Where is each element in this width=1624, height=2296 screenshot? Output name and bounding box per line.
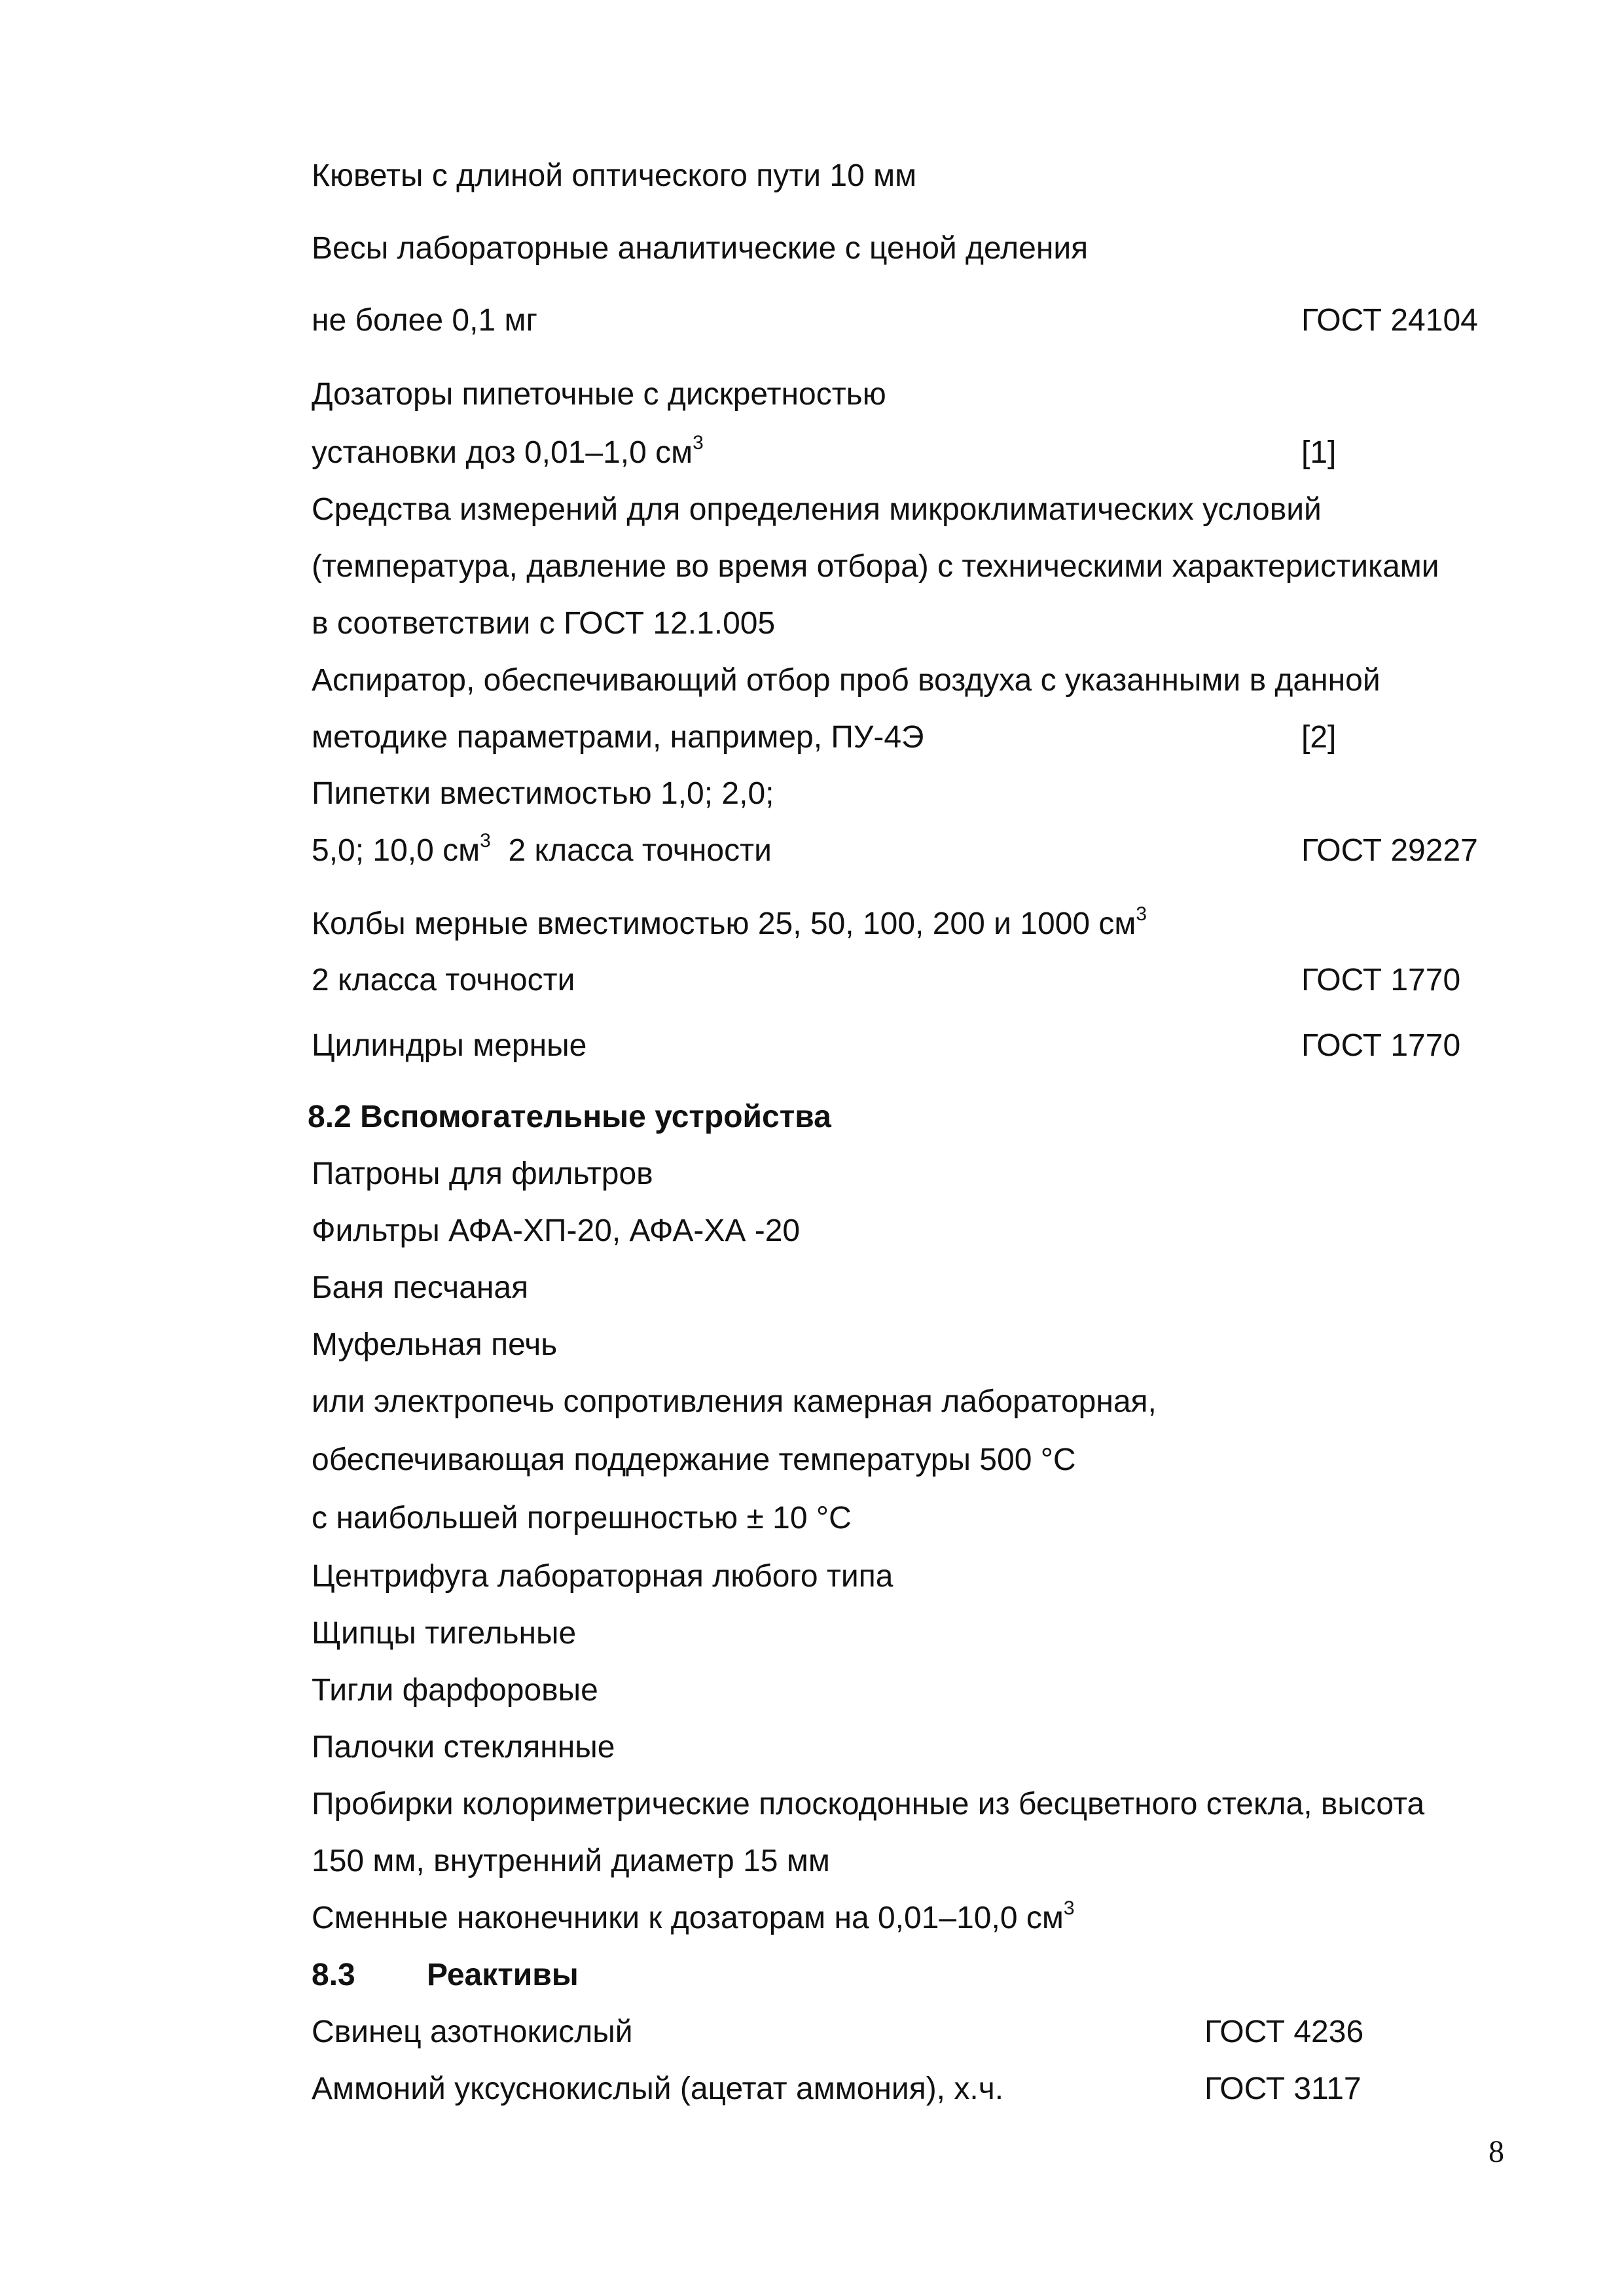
text-line-dispensers-1: Дозаторы пипеточные с дискретностью (312, 377, 886, 412)
ref-balance: ГОСТ 24104 (1301, 303, 1478, 338)
pipettes-text-b: 2 класса точности (490, 833, 772, 868)
list-item: Муфельная печь (312, 1327, 558, 1362)
list-item: Патроны для фильтров (312, 1157, 653, 1191)
list-item: с наибольшей погрешностью ± 10 °С (312, 1501, 852, 1535)
ref-pipettes: ГОСТ 29227 (1301, 833, 1478, 868)
list-item: 150 мм, внутренний диаметр 15 мм (312, 1844, 830, 1878)
table-row-name: Свинец азотнокислый (312, 2015, 633, 2049)
table-row-ref: ГОСТ 3117 (1204, 2072, 1362, 2106)
list-item: или электропечь сопротивления камерная лабораторная, (312, 1384, 1157, 1419)
text-line-pipettes-2 (312, 830, 772, 869)
text-line-aspirator-2: методике параметрами, например, ПУ-4Э (312, 720, 924, 755)
text-line-balance-2: не более 0,1 мг (312, 303, 537, 338)
pipettes-text-a: 5,0; 10,0 см (312, 833, 480, 868)
page-number: 8 (1489, 2134, 1504, 2169)
table-row-name: Аммоний уксуснокислый (ацетат аммония), х.ч. (312, 2072, 1004, 2106)
text-line-flasks-2: 2 класса точности (312, 963, 575, 997)
text-line-meas-2: (температура, давление во время отбора) с техническими характеристиками (312, 549, 1439, 584)
text-line-cuvettes: Кюветы с длиной оптического пути 10 мм (312, 158, 917, 193)
dispensers-text: установки доз 0,01–1,0 см (312, 435, 693, 470)
text-line-meas-1: Средства измерений для определения микроклиматических условий (312, 492, 1322, 527)
flasks-superscript: 3 (1136, 903, 1147, 925)
text-line-balance-1: Весы лабораторные аналитические с ценой деления (312, 231, 1089, 266)
table-row-ref: ГОСТ 4236 (1204, 2015, 1364, 2049)
list-item: Баня песчаная (312, 1270, 529, 1305)
text-line-aspirator-1: Аспиратор, обеспечивающий отбор проб воздуха с указанными в данной (312, 663, 1380, 698)
text-line-cylinders: Цилиндры мерные (312, 1028, 587, 1063)
text-line-flasks-1 (312, 903, 1147, 942)
ref-dispensers: [1] (1301, 435, 1337, 470)
section-8-3-title: Реактивы (427, 1958, 579, 1992)
list-item: обеспечивающая поддержание температуры 500 °С (312, 1443, 1076, 1477)
text-line-meas-3: в соответствии с ГОСТ 12.1.005 (312, 606, 776, 641)
list-item-tips (312, 1897, 1075, 1937)
ref-aspirator: [2] (1301, 720, 1337, 755)
list-item: Пробирки колориметрические плоскодонные из бесцветного стекла, высота (312, 1787, 1425, 1821)
section-8-2-heading: 8.2 Вспомогательные устройства (308, 1100, 831, 1134)
ref-flasks: ГОСТ 1770 (1301, 963, 1461, 997)
list-item: Тигли фарфоровые (312, 1673, 598, 1708)
list-item: Палочки стеклянные (312, 1730, 615, 1765)
section-8-3-number: 8.3 (312, 1958, 355, 1992)
list-item: Центрифуга лабораторная любого типа (312, 1559, 893, 1594)
tips-superscript: 3 (1063, 1897, 1075, 1919)
text-line-dispensers-2 (312, 432, 704, 471)
ref-cylinders: ГОСТ 1770 (1301, 1028, 1461, 1063)
flasks-text: Колбы мерные вместимостью 25, 50, 100, 200 и 1000 см (312, 906, 1136, 941)
list-item: Фильтры АФА-ХП-20, АФА-ХА -20 (312, 1213, 801, 1248)
dispensers-superscript: 3 (693, 432, 704, 454)
list-item: Щипцы тигельные (312, 1616, 577, 1651)
text-line-pipettes-1: Пипетки вместимостью 1,0; 2,0; (312, 776, 774, 811)
tips-text: Сменные наконечники к дозаторам на 0,01–10,0 см (312, 1901, 1064, 1935)
pipettes-superscript: 3 (480, 830, 491, 852)
